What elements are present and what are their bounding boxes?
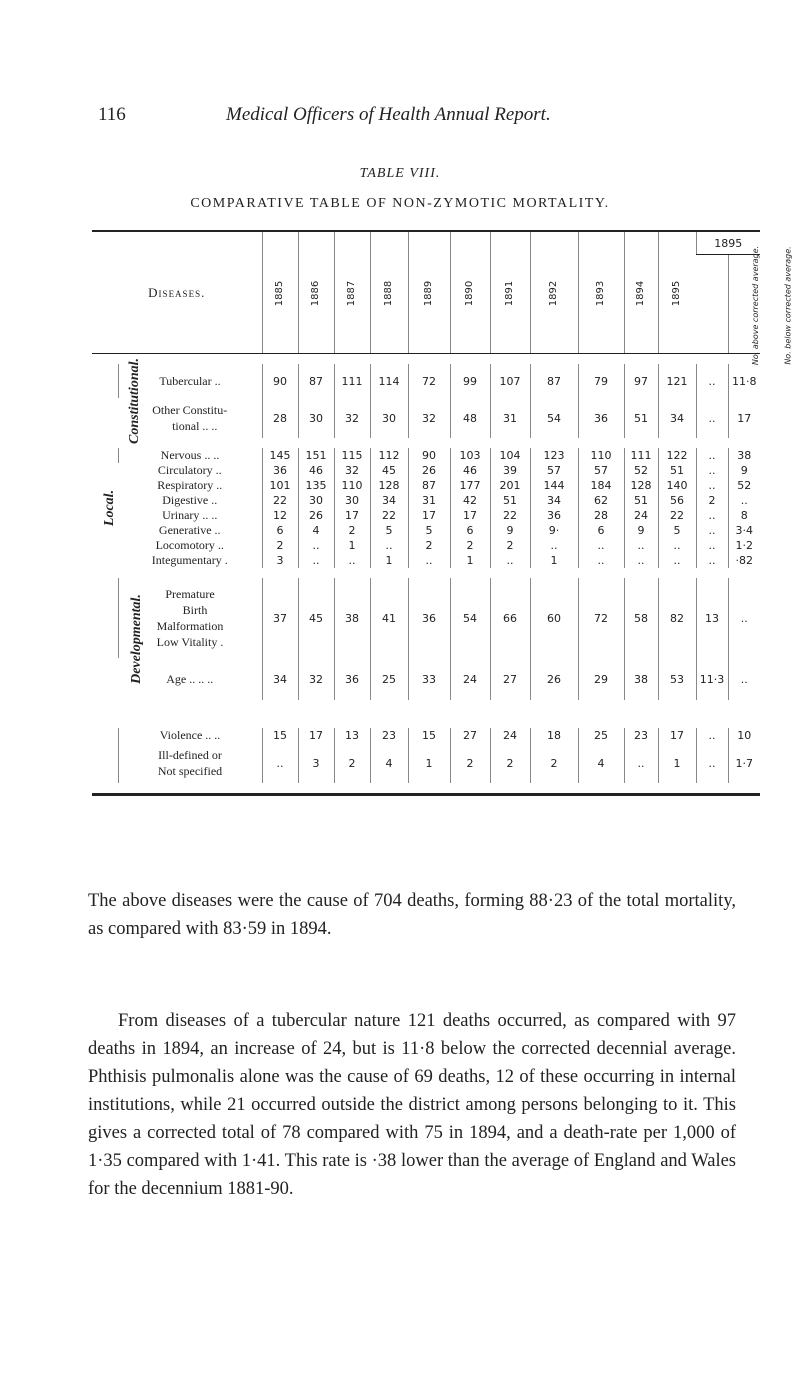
year-header: 1888 xyxy=(370,231,408,354)
table-cell xyxy=(92,438,760,448)
table-cell: 45 xyxy=(298,578,334,658)
table-cell: .. xyxy=(298,538,334,553)
table-cell: 1 xyxy=(530,553,578,568)
table-cell: 38 xyxy=(728,448,760,463)
table-cell: 11·8 xyxy=(728,364,760,398)
table-cell: 30 xyxy=(334,493,370,508)
table-row xyxy=(92,578,760,658)
table-cell: 28 xyxy=(262,398,298,438)
table-cell: 4 xyxy=(370,743,408,783)
table-row xyxy=(92,364,760,398)
table-cell: 104 xyxy=(490,448,530,463)
table-cell: .. xyxy=(578,538,624,553)
table-cell: 27 xyxy=(450,728,490,743)
table-row xyxy=(92,553,760,568)
table-cell: 17 xyxy=(658,728,696,743)
table-cell: 115 xyxy=(334,448,370,463)
table-row xyxy=(92,728,760,743)
table-cell: .. xyxy=(696,463,728,478)
disease-name-cell: Circulatory .. xyxy=(157,463,222,477)
table-cell: 32 xyxy=(334,398,370,438)
disease-name-cell: Generative .. xyxy=(158,523,221,537)
table-cell: 17 xyxy=(728,398,760,438)
table-cell: 34 xyxy=(658,398,696,438)
table-cell: 51 xyxy=(490,493,530,508)
table-cell: 51 xyxy=(624,398,658,438)
table-cell: 36 xyxy=(408,578,450,658)
table-cell: 11·3 xyxy=(696,658,728,700)
table-row xyxy=(92,658,760,700)
table-row xyxy=(92,743,760,783)
table-cell: .. xyxy=(696,728,728,743)
table-cell: 6 xyxy=(578,523,624,538)
table-cell: 41 xyxy=(370,578,408,658)
table-cell xyxy=(92,728,118,743)
table-cell: 2 xyxy=(408,538,450,553)
mortality-table xyxy=(92,230,793,796)
table-row xyxy=(92,493,760,508)
table-cell: 54 xyxy=(450,578,490,658)
table-cell: 9 xyxy=(728,463,760,478)
table-cell: 1 xyxy=(658,743,696,783)
table-cell: 53 xyxy=(658,658,696,700)
table-cell: 123 xyxy=(530,448,578,463)
page-header xyxy=(86,104,726,134)
table-cell: 34 xyxy=(262,658,298,700)
table-cell: 13 xyxy=(696,578,728,658)
table-cell xyxy=(92,354,760,365)
table-cell: 36 xyxy=(530,508,578,523)
year-header: 1886 xyxy=(298,231,334,354)
table-cell: 33 xyxy=(408,658,450,700)
group-1895-header: 1895 xyxy=(696,231,760,255)
table-row xyxy=(92,448,760,463)
table-cell: 2 xyxy=(530,743,578,783)
table-cell: 66 xyxy=(490,578,530,658)
paragraph-tubercular: From diseases of a tubercular nature 121 deaths occurred, as compared with 97 deaths in 1894, an increase of 24, but is 11·8 below the corrected decennial average. Phthisis pulmonalis alone was the cause of 69 deaths, 12 of these occurring in internal institutions, while 21 occurred outside the district among persons belonging to it. This gives a corrected total of 78 compared with 75 in 1894, and a death-rate per 1,000 of 1·35 compared with 1·41. This rate is ·38 lower than the average of England and Wales for the decennium 1881-90. xyxy=(88,1010,736,1199)
disease-name-cell: Digestive .. xyxy=(162,493,218,507)
table-cell: 12 xyxy=(262,508,298,523)
table-cell: 6 xyxy=(450,523,490,538)
table-cell: .. xyxy=(490,553,530,568)
table-row xyxy=(92,463,760,478)
table-cell: 42 xyxy=(450,493,490,508)
table-cell: 1·7 xyxy=(728,743,760,783)
table-cell: 1 xyxy=(450,553,490,568)
table-cell: 1 xyxy=(334,538,370,553)
table-cell: 26 xyxy=(530,658,578,700)
table-cell: 22 xyxy=(370,508,408,523)
running-title: Medical Officers of Health Annual Report. xyxy=(226,104,551,125)
year-header: 1894 xyxy=(624,231,658,354)
table-cell: 97 xyxy=(624,364,658,398)
table-cell: 31 xyxy=(408,493,450,508)
table-cell: 30 xyxy=(298,398,334,438)
table-cell: 110 xyxy=(578,448,624,463)
table-cell: 82 xyxy=(658,578,696,658)
disease-name-cell: Premature Birth Malformation Low Vitality . xyxy=(118,578,262,658)
table-cell: 15 xyxy=(408,728,450,743)
table-cell: 23 xyxy=(624,728,658,743)
table-cell: 140 xyxy=(658,478,696,493)
table-cell: 114 xyxy=(370,364,408,398)
table-cell: 99 xyxy=(450,364,490,398)
table-cell: 144 xyxy=(530,478,578,493)
table-cell: .. xyxy=(696,508,728,523)
disease-name-cell: Urinary .. .. xyxy=(162,508,218,522)
table-cell: 10 xyxy=(728,728,760,743)
disease-name-cell: Other Constitu- tional .. .. xyxy=(152,403,228,433)
table-cell: 87 xyxy=(530,364,578,398)
table-cell: 107 xyxy=(490,364,530,398)
table-cell: 15 xyxy=(262,728,298,743)
table-cell: 17 xyxy=(298,728,334,743)
table-cell: 32 xyxy=(408,398,450,438)
table-cell: 111 xyxy=(334,364,370,398)
table-cell: 60 xyxy=(530,578,578,658)
table-cell: 122 xyxy=(658,448,696,463)
table-cell: 26 xyxy=(408,463,450,478)
table-cell: 3 xyxy=(262,553,298,568)
table-cell: 37 xyxy=(262,578,298,658)
page-number: 116 xyxy=(98,104,126,125)
year-header: 1895 xyxy=(658,231,696,354)
table-cell: 57 xyxy=(578,463,624,478)
table-cell: 1 xyxy=(408,743,450,783)
table-cell xyxy=(92,783,760,795)
table-cell: 48 xyxy=(450,398,490,438)
table-cell: 9 xyxy=(624,523,658,538)
year-header: 1892 xyxy=(530,231,578,354)
year-header: 1893 xyxy=(578,231,624,354)
table-cell: .. xyxy=(298,553,334,568)
below-average-header: No. below corrected average. xyxy=(728,255,760,354)
table-cell: 36 xyxy=(334,658,370,700)
table-cell: 31 xyxy=(490,398,530,438)
table-cell: 8 xyxy=(728,508,760,523)
table-cell: 52 xyxy=(728,478,760,493)
year-header: 1887 xyxy=(334,231,370,354)
table-cell: .. xyxy=(624,553,658,568)
group-developmental: Developmental. xyxy=(128,594,144,684)
table-cell: 22 xyxy=(658,508,696,523)
table-cell: 22 xyxy=(262,493,298,508)
table-cell: 39 xyxy=(490,463,530,478)
table-cell: 46 xyxy=(450,463,490,478)
table-cell: 24 xyxy=(624,508,658,523)
table-cell: 5 xyxy=(658,523,696,538)
table-cell: 121 xyxy=(658,364,696,398)
table-cell: .. xyxy=(530,538,578,553)
table-row xyxy=(92,398,760,438)
table-cell: 90 xyxy=(262,364,298,398)
year-header: 1890 xyxy=(450,231,490,354)
table-cell: 177 xyxy=(450,478,490,493)
table-cell: 24 xyxy=(490,728,530,743)
table-cell: 87 xyxy=(408,478,450,493)
table-cell: 13 xyxy=(334,728,370,743)
disease-name-cell: Age .. .. .. xyxy=(166,671,214,686)
table-cell: .. xyxy=(658,538,696,553)
table-row xyxy=(92,538,760,553)
table-cell: 56 xyxy=(658,493,696,508)
table-cell: 1 xyxy=(370,553,408,568)
table-cell: .. xyxy=(696,538,728,553)
table-cell: .. xyxy=(696,743,728,783)
table-cell: 36 xyxy=(262,463,298,478)
table-cell: 151 xyxy=(298,448,334,463)
table-cell: ·82 xyxy=(728,553,760,568)
table-cell: 2 xyxy=(334,523,370,538)
table-cell: 87 xyxy=(298,364,334,398)
table-cell: 17 xyxy=(450,508,490,523)
table-cell: 201 xyxy=(490,478,530,493)
table-cell: 62 xyxy=(578,493,624,508)
table-cell: .. xyxy=(624,743,658,783)
table-cell: 32 xyxy=(298,658,334,700)
table-cell: 2 xyxy=(490,743,530,783)
table-cell: 112 xyxy=(370,448,408,463)
table-cell: 2 xyxy=(262,538,298,553)
table-cell: 30 xyxy=(298,493,334,508)
table-cell: 45 xyxy=(370,463,408,478)
year-header: 1891 xyxy=(490,231,530,354)
table-cell xyxy=(92,700,760,728)
table-cell: 4 xyxy=(298,523,334,538)
table-cell: 25 xyxy=(578,728,624,743)
table-cell: 32 xyxy=(334,463,370,478)
table-cell: .. xyxy=(728,578,760,658)
table-cell: .. xyxy=(696,478,728,493)
table-cell xyxy=(92,568,760,578)
table-cell xyxy=(92,743,118,783)
table-cell: .. xyxy=(658,553,696,568)
table-cell: .. xyxy=(696,553,728,568)
table-cell: 5 xyxy=(370,523,408,538)
table-cell: 110 xyxy=(334,478,370,493)
table-cell: .. xyxy=(370,538,408,553)
table-cell: 9 xyxy=(490,523,530,538)
table-cell: .. xyxy=(696,364,728,398)
table-cell: 25 xyxy=(370,658,408,700)
table-cell: .. xyxy=(262,743,298,783)
table-row xyxy=(92,478,760,493)
table-cell: .. xyxy=(578,553,624,568)
table-cell: 54 xyxy=(530,398,578,438)
table-cell: 128 xyxy=(624,478,658,493)
table-cell: 34 xyxy=(530,493,578,508)
table-cell: 184 xyxy=(578,478,624,493)
table-cell: 46 xyxy=(298,463,334,478)
table-row xyxy=(92,508,760,523)
table-cell: 17 xyxy=(408,508,450,523)
disease-name-cell: Respiratory .. xyxy=(157,478,223,492)
table-cell: 6 xyxy=(262,523,298,538)
table-cell: .. xyxy=(408,553,450,568)
diseases-header: Diseases. xyxy=(92,231,262,354)
table-cell: 145 xyxy=(262,448,298,463)
table-cell: 51 xyxy=(624,493,658,508)
year-header: 1885 xyxy=(262,231,298,354)
above-average-header: No. above corrected average. xyxy=(696,255,728,354)
table-cell: .. xyxy=(696,398,728,438)
table-cell: 17 xyxy=(334,508,370,523)
table-cell: 1·2 xyxy=(728,538,760,553)
table-cell: 2 xyxy=(334,743,370,783)
disease-name-cell: Ill-defined or Not specified xyxy=(118,743,262,783)
table-cell: 3 xyxy=(298,743,334,783)
year-header: 1889 xyxy=(408,231,450,354)
table-cell: 38 xyxy=(624,658,658,700)
table-cell: 34 xyxy=(370,493,408,508)
group-local: Local. xyxy=(102,489,118,527)
table-cell: .. xyxy=(696,448,728,463)
table-cell: 2 xyxy=(490,538,530,553)
table-cell: 28 xyxy=(578,508,624,523)
table-cell: 38 xyxy=(334,578,370,658)
table-cell: 72 xyxy=(578,578,624,658)
disease-name-cell: Violence .. .. xyxy=(118,728,262,743)
table-cell: 128 xyxy=(370,478,408,493)
table-title: COMPARATIVE TABLE OF NON-ZYMOTIC MORTALITY. xyxy=(190,196,610,211)
table-cell: .. xyxy=(334,553,370,568)
table-cell: 51 xyxy=(658,463,696,478)
table-cell: .. xyxy=(624,538,658,553)
disease-name-cell: Tubercular .. xyxy=(118,364,262,398)
table-cell: 27 xyxy=(490,658,530,700)
disease-name-cell: Locomotory .. xyxy=(155,538,224,552)
table-cell: 2 xyxy=(450,538,490,553)
disease-name-cell: Integumentary . xyxy=(151,553,228,567)
table-cell: 57 xyxy=(530,463,578,478)
table-cell: 36 xyxy=(578,398,624,438)
table-cell: 24 xyxy=(450,658,490,700)
table-cell: 111 xyxy=(624,448,658,463)
table-label: TABLE VIII. xyxy=(359,166,441,181)
table-cell: 9· xyxy=(530,523,578,538)
table-cell: .. xyxy=(728,658,760,700)
paragraph-summary: The above diseases were the cause of 704 deaths, forming 88·23 of the total mortality, as compared with 83·59 in 1894. xyxy=(88,890,736,939)
table-cell: 2 xyxy=(450,743,490,783)
table-cell: 79 xyxy=(578,364,624,398)
table-cell: 22 xyxy=(490,508,530,523)
table-row xyxy=(92,523,760,538)
table-cell: .. xyxy=(696,523,728,538)
table-cell: 5 xyxy=(408,523,450,538)
table-cell: 90 xyxy=(408,448,450,463)
table-cell: .. xyxy=(728,493,760,508)
table-cell: 29 xyxy=(578,658,624,700)
table-cell: 58 xyxy=(624,578,658,658)
table-cell: 18 xyxy=(530,728,578,743)
table-cell: 23 xyxy=(370,728,408,743)
table-cell: 101 xyxy=(262,478,298,493)
group-constitutional: Constitutional. xyxy=(126,358,142,444)
table-cell: 72 xyxy=(408,364,450,398)
table-cell: 26 xyxy=(298,508,334,523)
disease-name-cell: Nervous .. .. xyxy=(118,448,262,463)
table-cell: 135 xyxy=(298,478,334,493)
table-cell: 30 xyxy=(370,398,408,438)
table-cell: 2 xyxy=(696,493,728,508)
table-cell: 103 xyxy=(450,448,490,463)
table-cell: 52 xyxy=(624,463,658,478)
table-cell: 3·4 xyxy=(728,523,760,538)
table-cell: 4 xyxy=(578,743,624,783)
